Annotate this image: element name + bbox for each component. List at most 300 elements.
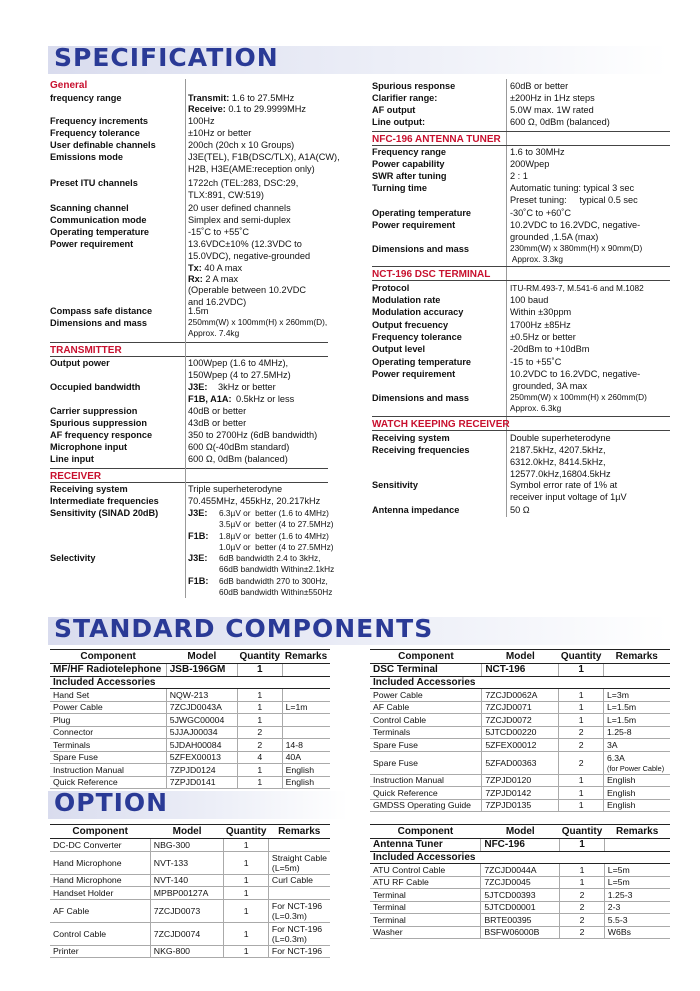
cell: 2 <box>238 726 283 739</box>
spec-label: Operating temperature <box>372 208 472 218</box>
cell: 7ZCJD0045 <box>481 876 560 889</box>
cell: Quick Reference <box>50 776 166 789</box>
cell <box>603 751 670 774</box>
table-row <box>50 701 330 714</box>
cell: NVT-133 <box>150 851 224 874</box>
spec-value: 3kHz or better <box>218 382 276 392</box>
spec-label: Compass safe distance <box>50 306 153 316</box>
spec-label: Intermediate frequencies <box>50 496 159 506</box>
header-quantity: Quantity <box>239 651 281 662</box>
specification-band <box>48 43 668 74</box>
cell: 1 <box>559 689 604 702</box>
header-component: Component <box>370 650 482 664</box>
cell: 1 <box>224 874 269 887</box>
spec-label: Spurious response <box>372 81 456 91</box>
cell: Instruction Manual <box>50 764 166 777</box>
cell: 1 <box>224 839 269 852</box>
spec-value: (Operable between 10.2VDC and 16.2VDC) <box>188 285 306 307</box>
spec-label: Modulation rate <box>372 295 441 305</box>
standard-components-table-left <box>50 649 330 789</box>
divider <box>372 430 670 431</box>
cell: 2 <box>560 926 605 939</box>
spec-label: Occupied bandwidth <box>50 382 141 392</box>
spec-label: Scanning channel <box>50 203 129 213</box>
cell: 1 <box>559 787 604 800</box>
spec-label: Selectivity <box>50 553 96 563</box>
table-row <box>370 864 670 877</box>
spec-value: 1.5m <box>188 306 209 316</box>
cell: 7ZCJD0074 <box>150 922 224 945</box>
table-row <box>50 764 330 777</box>
spec-value: ±200Hz in 1Hz steps <box>510 93 595 103</box>
spec-value: J3E: <box>188 553 208 563</box>
cell: Quick Reference <box>370 787 482 800</box>
cell <box>282 714 330 727</box>
cell: Straight Cable (L=5m) <box>268 851 330 874</box>
cell: Included Accessories <box>370 676 670 689</box>
cell <box>604 839 670 852</box>
cell: 7ZCJD0043A <box>166 701 237 714</box>
table-row <box>370 901 670 914</box>
header-remarks: Remarks <box>603 650 670 664</box>
cell: 1 <box>238 664 283 677</box>
spec-label: Clarifier range: <box>372 93 438 103</box>
spec-value: Within ±30ppm <box>510 307 572 317</box>
table-row <box>370 889 670 902</box>
spec-value: 2187.5kHz, 4207.5kHz, 6312.0kHz, 8414.5kHz, 12577.0kHz,16804.5kHz <box>510 445 611 479</box>
spec-value: 5.0W max. 1W rated <box>510 105 594 115</box>
cell: Control Cable <box>370 714 482 727</box>
table-row <box>50 899 330 922</box>
table-row <box>370 774 670 787</box>
cell: Curl Cable <box>268 874 330 887</box>
divider <box>372 131 670 132</box>
cell: 2 <box>560 889 605 902</box>
cell: Control Cable <box>50 922 150 945</box>
spec-value: J3E(TEL), F1B(DSC/TLX), A1A(CW), H2B, H3E(AME:reception only) <box>188 152 340 174</box>
cell: 1 <box>559 701 604 714</box>
spec-value: 1.8µV or better (1.6 to 4MHz) 1.0µV or better (4 to 27.5MHz) <box>219 531 334 552</box>
spec-label: User definable channels <box>50 140 156 150</box>
spec-value: Triple superheterodyne <box>188 484 283 494</box>
cell: English <box>282 764 330 777</box>
included-accessories-row <box>50 676 330 689</box>
cell: L=5m <box>604 864 670 877</box>
spec-value: 600 Ω(-40dBm standard) <box>188 442 290 452</box>
spec-label: Emissions mode <box>50 152 124 162</box>
cell: 1 <box>560 839 605 852</box>
spec-label: AF output <box>372 105 416 115</box>
cell: 1 <box>560 876 605 889</box>
main-unit-row <box>370 664 670 677</box>
divider <box>372 416 670 417</box>
cell: NQW-213 <box>166 689 237 702</box>
header-quantity: Quantity <box>561 826 603 837</box>
cell: 1 <box>238 776 283 789</box>
cell: 1 <box>559 714 604 727</box>
cell: 5JTCD00001 <box>481 901 560 914</box>
cell: For NCT-196 (L=0.3m) <box>268 899 330 922</box>
cell: 2 <box>560 914 605 927</box>
cell: W6Bs <box>604 926 670 939</box>
cell: 2 <box>559 726 604 739</box>
header-component: Component <box>370 825 481 839</box>
table-row <box>370 914 670 927</box>
cell: 7ZCJD0072 <box>482 714 559 727</box>
cell: 5ZFEX00013 <box>166 751 237 764</box>
table-row <box>50 922 330 945</box>
spec-value: 20 user defined channels <box>188 203 291 213</box>
spec-value: Tx: 40 A max <box>188 263 243 273</box>
cell: BSFW06000B <box>481 926 560 939</box>
cell: NKG-800 <box>150 945 224 958</box>
cell: 1.25-3 <box>604 889 670 902</box>
header-remarks: Remarks <box>268 825 330 839</box>
cell: Antenna Tuner <box>370 839 481 852</box>
spec-value: F1B: <box>188 576 209 586</box>
spec-label: AF frequency responce <box>50 430 153 440</box>
main-unit-row <box>370 839 670 852</box>
spec-value: Rx: 2 A max <box>188 274 239 284</box>
cell: 1 <box>224 899 269 922</box>
cell: 7ZPJD0142 <box>482 787 559 800</box>
included-accessories-row <box>370 851 670 864</box>
spec-label: Sensitivity <box>372 480 418 490</box>
cell <box>282 726 330 739</box>
spec-value: ±0.5Hz or better <box>510 332 576 342</box>
cell: 5.5-3 <box>604 914 670 927</box>
cell <box>268 839 330 852</box>
cell: Terminal <box>370 889 481 902</box>
cell: 1 <box>559 774 604 787</box>
cell: 1 <box>560 864 605 877</box>
cell <box>282 664 330 677</box>
cell: L=1.5m <box>603 701 670 714</box>
divider <box>50 468 328 469</box>
header-remarks: Remarks <box>604 825 670 839</box>
spec-value: 100Wpep (1.6 to 4MHz), 150Wpep (4 to 27.5MHz) <box>188 358 291 380</box>
spec-label: Communication mode <box>50 215 147 225</box>
header-quantity: Quantity <box>225 826 267 837</box>
cell: 1 <box>559 799 604 812</box>
cell: Terminal <box>370 901 481 914</box>
cell: 2 <box>559 751 604 774</box>
spec-value: Simplex and semi-duplex <box>188 215 291 225</box>
spec-value: 0.5kHz or less <box>236 394 295 404</box>
cell: 1 <box>224 922 269 945</box>
option-band <box>48 788 348 819</box>
spec-label: Preset ITU channels <box>50 178 138 188</box>
spec-label: Receiving system <box>50 484 128 494</box>
spec-value: 6.3µV or better (1.6 to 4MHz) 3.5µV or better (4 to 27.5MHz) <box>219 508 334 529</box>
header-model: Model <box>481 825 560 839</box>
spec-label: Frequency tolerance <box>50 128 140 138</box>
cell: Terminals <box>370 726 482 739</box>
cell: English <box>282 776 330 789</box>
spec-label: Output power <box>50 358 110 368</box>
cell: NVT-140 <box>150 874 224 887</box>
spec-value: 250mm(W) x 100mm(H) x 260mm(D) Approx. 6.3kg <box>510 392 647 413</box>
receiver-heading: RECEIVER <box>50 471 102 482</box>
cell: English <box>603 774 670 787</box>
table-row <box>50 714 330 727</box>
table-row <box>50 776 330 789</box>
cell: MF/HF Radiotelephone <box>50 664 166 677</box>
cell: JSB-196GM <box>166 664 237 677</box>
cell <box>268 887 330 900</box>
spec-value: 100Hz <box>188 116 215 126</box>
spec-value: Automatic tuning: typical 3 sec Preset tuning: typical 0.5 sec <box>510 183 638 205</box>
table-header-row <box>50 650 330 664</box>
header-component: Component <box>50 650 166 664</box>
cell: Washer <box>370 926 481 939</box>
spec-value: -15 to +55˚C <box>510 357 562 367</box>
spec-label: Carrier suppression <box>50 406 138 416</box>
spec-value: 1.6 to 30MHz <box>510 147 565 157</box>
cell: 7ZCJD0044A <box>481 864 560 877</box>
standard-components-table-right <box>370 649 670 812</box>
spec-label: SWR after tuning <box>372 171 447 181</box>
spec-value: 50 Ω <box>510 505 530 515</box>
spec-value: 350 to 2700Hz (6dB bandwidth) <box>188 430 318 440</box>
spec-value: 43dB or better <box>188 418 247 428</box>
table-row <box>50 726 330 739</box>
cell: 7ZPJD0124 <box>166 764 237 777</box>
cell: English <box>603 799 670 812</box>
cell: Spare Fuse <box>370 751 482 774</box>
spec-label: Frequency tolerance <box>372 332 462 342</box>
cell: 2 <box>559 739 604 752</box>
cell: L=5m <box>604 876 670 889</box>
spec-value: 2 : 1 <box>510 171 528 181</box>
cell: 1 <box>238 701 283 714</box>
cell: 5JTCD00220 <box>482 726 559 739</box>
cell: 7ZPJD0120 <box>482 774 559 787</box>
cell: 4 <box>238 751 283 764</box>
spec-value: 60dB or better <box>510 81 569 91</box>
table-row <box>370 799 670 812</box>
cell: 3A <box>603 739 670 752</box>
spec-label: Power requirement <box>372 220 456 230</box>
spec-value: 1700Hz ±85Hz <box>510 320 571 330</box>
spec-label: Frequency increments <box>50 116 149 126</box>
cell: L=1.5m <box>603 714 670 727</box>
divider <box>372 280 670 281</box>
table-row <box>50 945 330 958</box>
table-row <box>50 874 330 887</box>
spec-label: Receiving system <box>372 433 450 443</box>
included-accessories-row <box>370 676 670 689</box>
option-title: OPTION <box>54 788 169 817</box>
spec-label: Line output: <box>372 117 426 127</box>
spec-value: Symbol error rate of 1% at receiver input voltage of 1µV <box>510 480 627 502</box>
cell: L=1m <box>282 701 330 714</box>
cell <box>603 664 670 677</box>
standard-components-band <box>48 614 668 645</box>
cell: MPBP00127A <box>150 887 224 900</box>
cell: Spare Fuse <box>50 751 166 764</box>
cell: AF Cable <box>50 899 150 922</box>
spec-label: Power requirement <box>50 239 134 249</box>
spec-value: 600 Ω, 0dBm (balanced) <box>188 454 288 464</box>
table-header-row <box>370 650 670 664</box>
spec-label: Sensitivity (SINAD 20dB) <box>50 508 159 518</box>
cell: 40A <box>282 751 330 764</box>
column-separator <box>185 79 186 598</box>
spec-value: ±10Hz or better <box>188 128 252 138</box>
option-table-right <box>370 824 670 939</box>
cell: 7ZCJD0062A <box>482 689 559 702</box>
cell: ATU RF Cable <box>370 876 481 889</box>
cell: 5JTCD00393 <box>481 889 560 902</box>
header-quantity: Quantity <box>560 651 602 662</box>
cell: GMDSS Operating Guide <box>370 799 482 812</box>
cell: 7ZPJD0135 <box>482 799 559 812</box>
cell: 5JWGC00004 <box>166 714 237 727</box>
cell: 1.25-8 <box>603 726 670 739</box>
cell: 1 <box>224 851 269 874</box>
cell: DC-DC Converter <box>50 839 150 852</box>
specification-title: SPECIFICATION <box>54 43 279 72</box>
cell: Included Accessories <box>370 851 670 864</box>
spec-label: Frequency range <box>372 147 447 157</box>
cell <box>282 689 330 702</box>
spec-label: Dimensions and mass <box>372 244 470 254</box>
cell: Power Cable <box>370 689 482 702</box>
spec-label: Turning time <box>372 183 427 193</box>
cell: 2 <box>238 739 283 752</box>
cell: Power Cable <box>50 701 166 714</box>
cell: NCT-196 <box>482 664 559 677</box>
table-row <box>50 839 330 852</box>
spec-value: Receive: 0.1 to 29.9999MHz <box>188 104 306 114</box>
spec-label: Protocol <box>372 283 410 293</box>
table-row <box>50 887 330 900</box>
cell: 1 <box>559 664 604 677</box>
cell: For NCT-196 (L=0.3m) <box>268 922 330 945</box>
spec-label: Antenna impedance <box>372 505 460 515</box>
cell: Hand Set <box>50 689 166 702</box>
spec-label: Output frecuency <box>372 320 449 330</box>
option-table-left <box>50 824 330 958</box>
header-model: Model <box>150 825 224 839</box>
header-remarks: Remarks <box>282 650 330 664</box>
cell: NFC-196 <box>481 839 560 852</box>
spec-value: 13.6VDC±10% (12.3VDC to 15.0VDC), negative-grounded <box>188 239 311 261</box>
spec-label: Modulation accuracy <box>372 307 464 317</box>
cell: 1 <box>238 689 283 702</box>
table-row <box>370 726 670 739</box>
spec-value: 6dB bandwidth 2.4 to 3kHz, 66dB bandwidth Within±2.1kHz <box>219 553 335 574</box>
table-row <box>370 739 670 752</box>
table-row <box>370 714 670 727</box>
cell: 5JJAJ00034 <box>166 726 237 739</box>
cell: 5JDAH00084 <box>166 739 237 752</box>
watch-receiver-heading: WATCH KEEPING RECEIVER <box>372 419 510 430</box>
spec-value: -30˚C to +60˚C <box>510 208 572 218</box>
table-row <box>50 851 330 874</box>
spec-value: 600 Ω, 0dBm (balanced) <box>510 117 610 127</box>
spec-label: Power capability <box>372 159 445 169</box>
cell: 1 <box>224 887 269 900</box>
spec-label: Microphone input <box>50 442 128 452</box>
cell: 7ZPJD0141 <box>166 776 237 789</box>
header-model: Model <box>482 650 559 664</box>
cell: 7ZCJD0071 <box>482 701 559 714</box>
spec-value: F1B, A1A: <box>188 394 232 404</box>
divider <box>372 266 670 267</box>
header-model: Model <box>166 650 237 664</box>
remark-text: 6.3A <box>606 752 625 763</box>
cell: English <box>603 787 670 800</box>
spec-value: 200ch (20ch x 10 Groups) <box>188 140 295 150</box>
cell: ATU Control Cable <box>370 864 481 877</box>
cell: Printer <box>50 945 150 958</box>
dsc-terminal-heading: NCT-196 DSC TERMINAL <box>372 269 491 280</box>
spec-value: -15˚C to +55˚C <box>188 227 250 237</box>
cell: Included Accessories <box>50 676 330 689</box>
cell: 1 <box>224 945 269 958</box>
cell: Instruction Manual <box>370 774 482 787</box>
cell: Terminals <box>50 739 166 752</box>
standard-components-title: STANDARD COMPONENTS <box>54 614 434 643</box>
divider <box>50 342 328 343</box>
cell: 1 <box>238 764 283 777</box>
cell: 2-3 <box>604 901 670 914</box>
spec-value: 230mm(W) x 380mm(H) x 90mm(D) Approx. 3.3kg <box>510 243 643 264</box>
table-row <box>370 876 670 889</box>
table-row <box>370 689 670 702</box>
transmitter-heading: TRANSMITTER <box>50 345 122 356</box>
spec-value: 10.2VDC to 16.2VDC, negative- grounded ,1.5A (max) <box>510 220 641 242</box>
spec-value: ITU-RM.493-7, M.541-6 and M.1082 <box>510 283 644 293</box>
cell: 5ZFAD00363 <box>482 751 559 774</box>
spec-value: 6dB bandwidth 270 to 300Hz, 60dB bandwidth Within±550Hz <box>219 576 333 597</box>
table-header-row <box>370 825 670 839</box>
cell: 5ZFEX00012 <box>482 739 559 752</box>
spec-value: 70.455MHz, 455kHz, 20.217kHz <box>188 496 321 506</box>
table-row <box>370 787 670 800</box>
table-row <box>50 751 330 764</box>
table-row <box>50 739 330 752</box>
cell: AF Cable <box>370 701 482 714</box>
spec-label: Operating temperature <box>372 357 472 367</box>
cell: 7ZCJD0073 <box>150 899 224 922</box>
spec-label: Line input <box>50 454 94 464</box>
cell: Spare Fuse <box>370 739 482 752</box>
spec-label: Power requirement <box>372 369 456 379</box>
spec-value: 250mm(W) x 100mm(H) x 260mm(D), Approx. 7.4kg <box>188 317 328 338</box>
spec-value: -20dBm to +10dBm <box>510 344 590 354</box>
spec-value: J3E: <box>188 508 208 518</box>
cell: Plug <box>50 714 166 727</box>
cell: Terminal <box>370 914 481 927</box>
cell: BRTE00395 <box>481 914 560 927</box>
spec-label: frequency range <box>50 93 122 103</box>
spec-label: Dimensions and mass <box>372 393 470 403</box>
spec-label: Spurious suppression <box>50 418 147 428</box>
table-header-row <box>50 825 330 839</box>
cell: For NCT-196 <box>268 945 330 958</box>
table-row <box>370 751 670 774</box>
spec-value: 100 baud <box>510 295 549 305</box>
spec-value: Double superheterodyne <box>510 433 611 443</box>
spec-label: Receiving frequencies <box>372 445 470 455</box>
spec-value: 1722ch (TEL:283, DSC:29, TLX:891, CW:519) <box>188 178 299 200</box>
spec-value: F1B: <box>188 531 209 541</box>
cell: L=3m <box>603 689 670 702</box>
spec-label: Dimensions and mass <box>50 318 148 328</box>
